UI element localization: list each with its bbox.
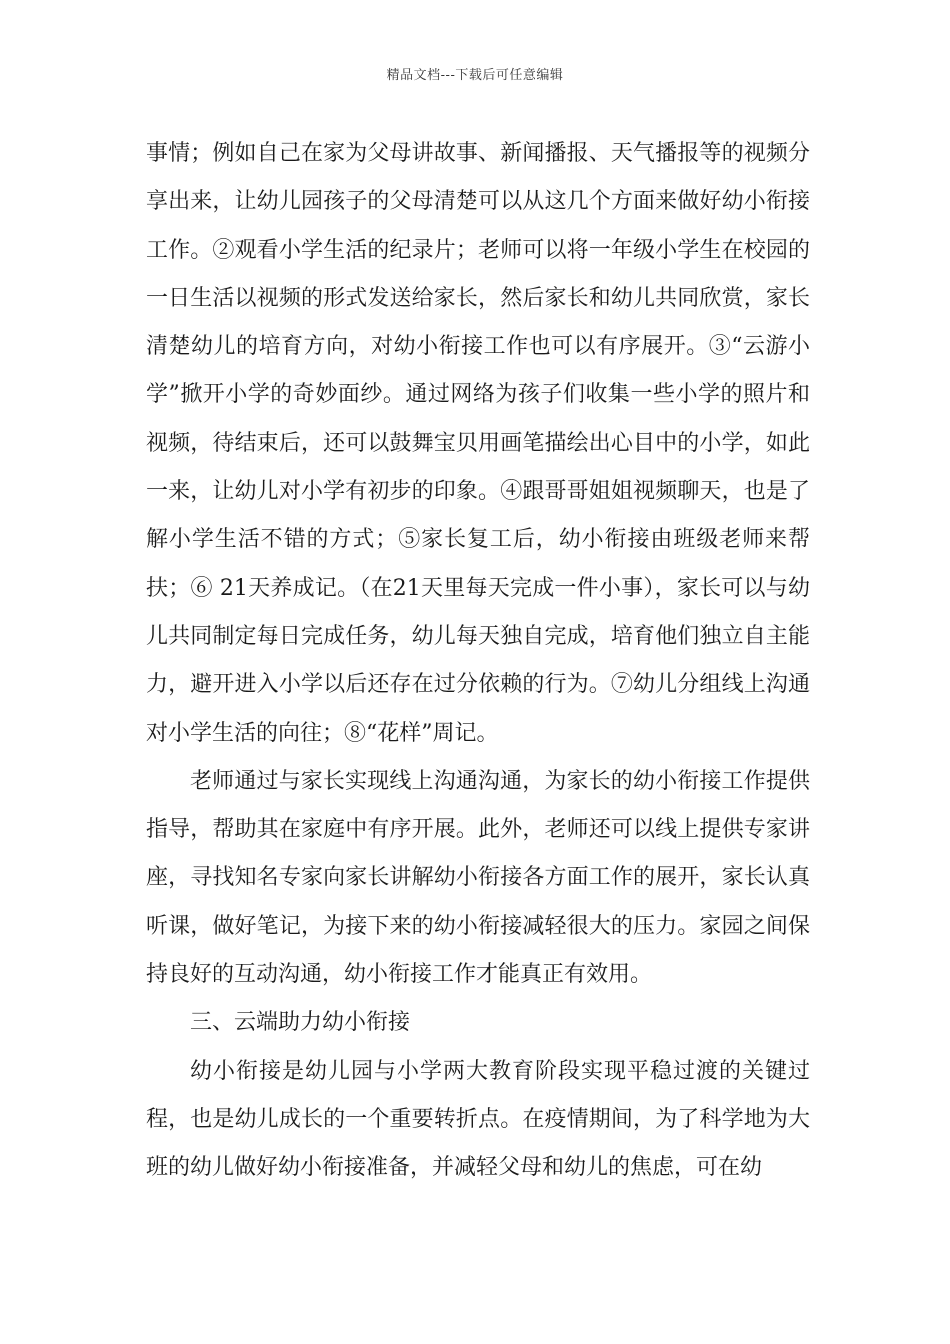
document-body — [146, 130, 810, 1193]
paragraph-teacher-guidance: 老师通过与家长实现线上沟通沟通，为家长的幼小衔接工作提供指导，帮助其在家庭中有序开展。此外，老师还可以线上提供专家讲座，寻找知名专家向家长讲解幼小衔接各方面工作的展开，家长认真听课，做好笔记，为接下来的幼小衔接减轻很大的压力。家园之间保持良好的互动沟通，幼小衔接工作才能真正有效用。 — [146, 768, 810, 988]
page-header: 精品文档---下载后可任意编辑 — [386, 68, 564, 83]
paragraph-continuation: 事情；例如自己在家为父母讲故事、新闻播报、天气播报等的视频分享出来，让幼儿园孩子的父母清楚可以从这几个方面来做好幼小衔接工作。②观看小学生活的纪录片；老师可以将一年级小学生在校园的一日生活以视频的形式发送给家长，然后家长和幼儿共同欣赏，家长清楚幼儿的培育方向，对幼小衔接工作也可以有序展开。③“云游小学”掀开小学的奇妙面纱。通过网络为孩子们收集一些小学的照片和视频，待结束后，还可以鼓舞宝贝用画笔描绘出心目中的小学，如此一来，让幼儿对小学有初步的印象。④跟哥哥姐姐视频聊天，也是了解小学生活不错的方式；⑤家长复工后，幼小衔接由班级老师来帮扶；⑥ 21天养成记。（在21天里每天完成一件小事），家长可以与幼儿共同制定每日完成任务，幼儿每天独自完成，培育他们独立自主能力，避开进入小学以后还存在过分依赖的行为。⑦幼儿分组线上沟通对小学生活的向往；⑧“花样”周记。 — [146, 141, 810, 746]
paragraph-transition: 幼小衔接是幼儿园与小学两大教育阶段实现平稳过渡的关键过程，也是幼儿成长的一个重要转折点。在疫情期间，为了科学地为大班的幼儿做好幼小衔接准备，并减轻父母和幼儿的焦虑，可在幼 — [146, 1058, 810, 1181]
section-heading: 三、云端助力幼小衔接 — [190, 1010, 411, 1036]
